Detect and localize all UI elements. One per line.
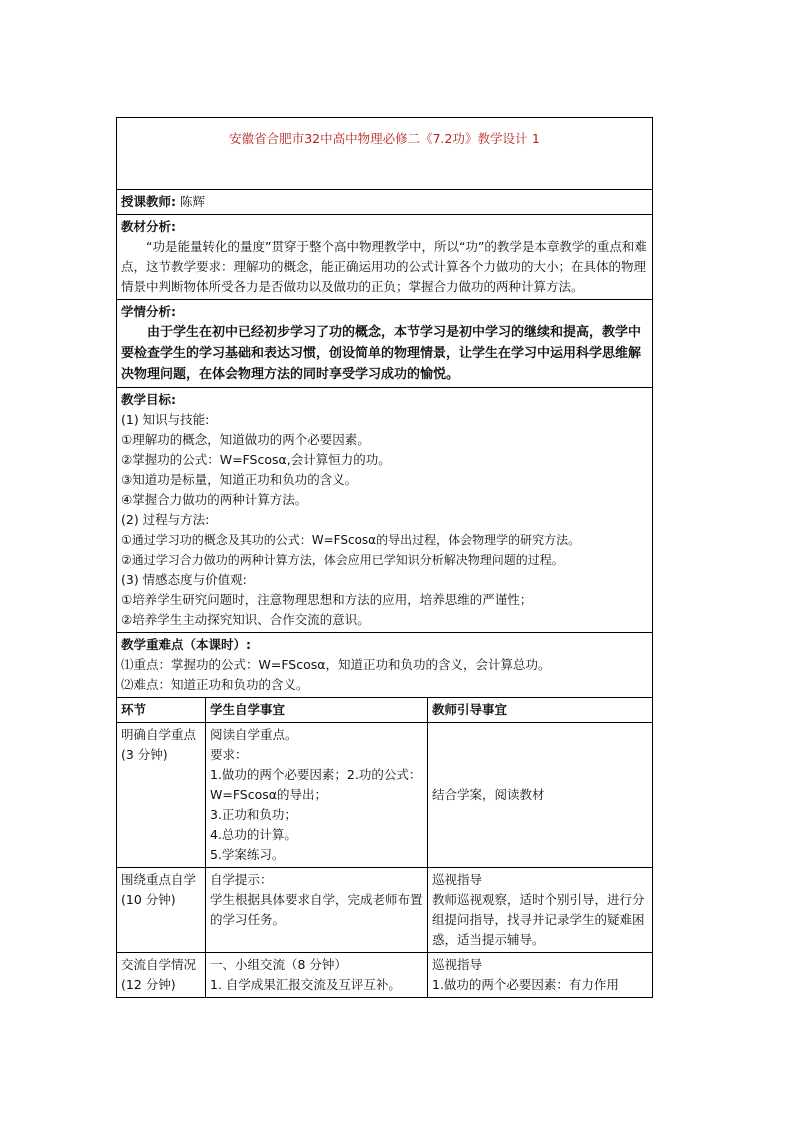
textbook-label: 教材分析: <box>121 219 176 234</box>
objectives-label: 教学目标: <box>121 392 176 407</box>
student-analysis-body: 由于学生在初中已经初步学习了功的概念，本节学习是初中学习的继续和提高，教学中要检查学生的学习基础和表达习惯，创设简单的物理情景，让学生在学习中运用科学思维解决物理问题，在体会物理方法的同时享受学习成功的愉悦。 <box>121 325 642 382</box>
student-line: 3.正功和负功； <box>210 807 297 822</box>
objective-line: ②通过学习合力做功的两种计算方法，体会应用已学知识分析解决物理问题的过程。 <box>121 553 564 567</box>
teacher-line: 1.做功的两个必要因素：有力作用 <box>432 977 619 992</box>
objective-line: ③知道功是标量，知道正功和负功的含义。 <box>121 472 358 487</box>
teaching-objectives <box>117 388 653 633</box>
document-page <box>116 117 652 998</box>
student-analysis <box>117 300 653 388</box>
key-difficult-points <box>117 633 653 698</box>
process-header-row <box>117 698 653 723</box>
stage-cell: 交流自学情况(12 分钟) <box>117 953 206 998</box>
header-teacher: 教师引导事宜 <box>428 698 653 723</box>
objective-line: ①通过学习功的概念及其功的公式：W=FScosα的导出过程，体会物理学的研究方法。 <box>121 533 581 547</box>
student-cell <box>206 953 428 998</box>
teacher-line: 巡视指导 <box>432 872 483 887</box>
student-line: 1.做功的两个必要因素；2.功的公式：W=FScosα的导出； <box>210 767 422 802</box>
student-line: 一、小组交流（8 分钟） <box>210 957 347 972</box>
student-line: 要求： <box>210 747 248 762</box>
objective-line: ①培养学生研究问题时，注意物理思想和方法的应用，培养思维的严谨性； <box>121 592 533 607</box>
objective-line: ②掌握功的公式：W=FScosα,会计算恒力的功。 <box>121 452 391 467</box>
student-line: 4.总功的计算。 <box>210 827 297 842</box>
table-row <box>117 953 653 998</box>
teacher-cell <box>428 953 653 998</box>
teacher-label: 授课教师: <box>121 194 176 209</box>
student-line: 自学提示： <box>210 872 273 887</box>
student-line: 1. 自学成果汇报交流及互评互补。 <box>210 977 401 992</box>
objective-line: (2) 过程与方法: <box>121 512 210 527</box>
lesson-plan-table <box>116 117 653 998</box>
objective-line: ①理解功的概念，知道做功的两个必要因素。 <box>121 432 370 447</box>
objective-line: ④掌握合力做功的两种计算方法。 <box>121 492 308 507</box>
teacher-line: 教师巡视观察，适时个别引导，进行分组提问指导，找寻并记录学生的疑难困惑，适当提示辅导。 <box>432 892 645 947</box>
student-cell <box>206 723 428 868</box>
objective-line: (3) 情感态度与价值观: <box>121 572 247 587</box>
student-line: 学生根据具体要求自学，完成老师布置的学习任务。 <box>210 892 423 927</box>
textbook-analysis <box>117 215 653 300</box>
teacher-line: 结合学案，阅读教材 <box>432 787 545 802</box>
keypoint-line: ⑴重点：掌握功的公式：W=FScosα，知道正功和负功的含义，会计算总功。 <box>121 657 551 672</box>
document-title: 安徽省合肥市32中高中物理必修二《7.2功》教学设计 1 <box>117 118 653 190</box>
header-stage: 环节 <box>117 698 206 723</box>
student-analysis-label: 学情分析: <box>121 304 176 319</box>
keypoint-line: ⑵难点：知道正功和负功的含义。 <box>121 677 309 692</box>
student-line: 阅读自学重点。 <box>210 727 298 742</box>
table-row <box>117 868 653 953</box>
stage-cell: 明确自学重点(3 分钟) <box>117 723 206 868</box>
teacher-line: 巡视指导 <box>432 957 483 972</box>
table-row <box>117 723 653 868</box>
teacher-cell <box>428 723 653 868</box>
keypoints-label: 教学重难点（本课时）: <box>121 637 251 652</box>
header-student: 学生自学事宜 <box>206 698 428 723</box>
student-line: 5.学案练习。 <box>210 847 285 862</box>
objective-line: (1) 知识与技能: <box>121 412 210 427</box>
teacher-row <box>117 190 653 215</box>
objective-line: ②培养学生主动探究知识、合作交流的意识。 <box>121 612 370 627</box>
stage-cell: 围绕重点自学(10 分钟) <box>117 868 206 953</box>
student-cell <box>206 868 428 953</box>
teacher-cell <box>428 868 653 953</box>
textbook-body: “功是能量转化的量度”贯穿于整个高中物理教学中，所以“功”的教学是本章教学的重点和难点，这节教学要求：理解功的概念，能正确运用功的公式计算各个力做功的大小；在具体的物理情景中判断物体所受各力是否做功以及做功的正负；掌握合力做功的两种计算方法。 <box>121 239 647 294</box>
teacher-name: 陈辉 <box>179 194 205 209</box>
